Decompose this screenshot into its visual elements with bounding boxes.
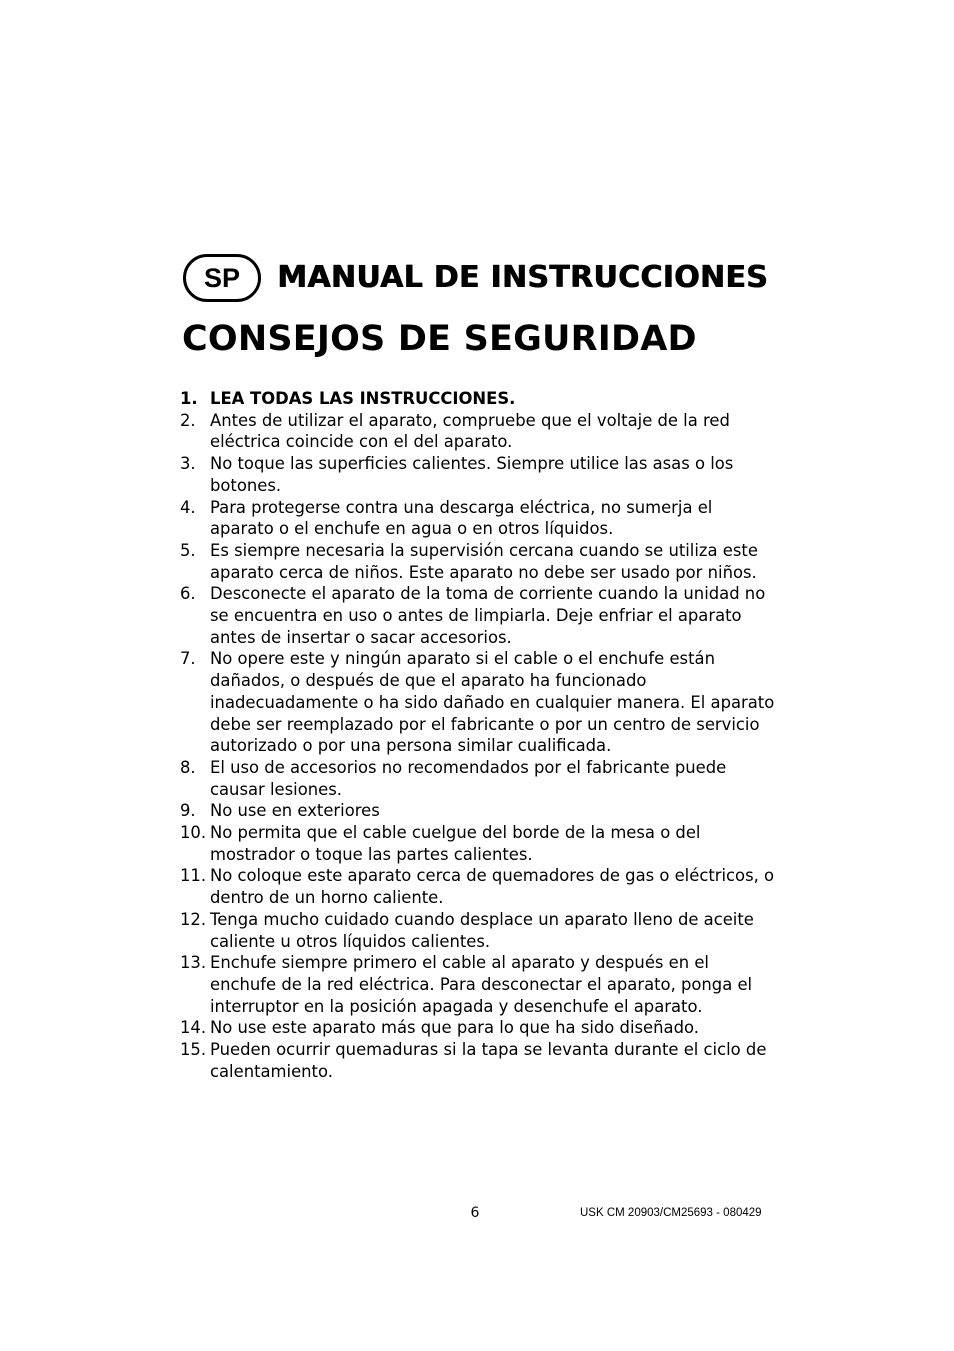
instruction-item: [180, 952, 780, 1017]
instruction-number: 12.: [180, 909, 207, 929]
instruction-number: 11.: [180, 866, 207, 886]
instruction-number: 8.: [180, 757, 196, 777]
instruction-item: [180, 497, 780, 540]
instruction-text: No toque las superficies calientes. Siempre utilice las asas o los botones.: [210, 454, 734, 495]
instruction-item: [180, 453, 780, 496]
instruction-number: 13.: [180, 953, 207, 973]
instruction-item: [180, 388, 780, 410]
instruction-text: Para protegerse contra una descarga eléctrica, no sumerja el aparato o el enchufe en agua o en otros líquidos.: [210, 497, 713, 539]
instruction-number: 4.: [180, 497, 196, 517]
instruction-text: Antes de utilizar el aparato, compruebe que el voltaje de la red eléctrica coincide con el del aparato.: [210, 410, 730, 452]
instruction-item: [180, 909, 780, 952]
instruction-text: No use en exteriores: [210, 801, 380, 821]
instruction-item: [180, 648, 780, 757]
instruction-text: Es siempre necesaria la supervisión cercana cuando se utiliza este aparato cerca de niños. Este aparato no debe ser usado por niños.: [210, 540, 758, 582]
instruction-number: 6.: [180, 584, 196, 604]
instruction-number: 3.: [180, 454, 196, 474]
instruction-item: [180, 540, 780, 583]
instruction-number: 1.: [180, 389, 198, 408]
instruction-number: 5.: [180, 540, 196, 560]
instruction-number: 14.: [180, 1018, 207, 1038]
instruction-text: Enchufe siempre primero el cable al aparato y después en el enchufe de la red eléctrica. Para desconectar el aparato, ponga el interruptor en la posición apagada y desenchufe el aparato.: [210, 953, 753, 1016]
instruction-text: No use este aparato más que para lo que ha sido diseñado.: [210, 1018, 699, 1038]
instruction-text: El uso de accesorios no recomendados por el fabricante puede causar lesiones.: [210, 757, 727, 799]
instruction-item: [180, 865, 780, 908]
instruction-number: 10.: [180, 823, 207, 843]
instruction-number: 15.: [180, 1040, 207, 1060]
instruction-text: LEA TODAS LAS INSTRUCCIONES.: [210, 389, 516, 408]
language-badge: SP: [183, 254, 261, 302]
instruction-item: [180, 822, 780, 865]
instruction-item: [180, 757, 780, 800]
instruction-text: Pueden ocurrir quemaduras si la tapa se levanta durante el ciclo de calentamiento.: [210, 1040, 767, 1081]
instruction-item: [180, 1039, 780, 1082]
instruction-text: Tenga mucho cuidado cuando desplace un aparato lleno de aceite caliente u otros líquidos calientes.: [210, 909, 754, 951]
instruction-text: No opere este y ningún aparato si el cable o el enchufe están dañados, o después de que el aparato ha funcionado inadecuadamente o ha sido dañado en cualquier manera. El aparato debe ser reemplazado por el fabricante o por un centro de servicio autorizado o por una persona similar cualificada.: [210, 649, 775, 756]
instruction-item: [180, 800, 780, 822]
instruction-text: Desconecte el aparato de la toma de corriente cuando la unidad no se encuentra en uso o antes de limpiarla. Deje enfriar el aparato antes de insertar o sacar accesorios.: [210, 584, 766, 647]
safety-instructions-list: [180, 388, 780, 1083]
page-number: 6: [470, 1205, 480, 1221]
instruction-text: No coloque este aparato cerca de quemadores de gas o eléctricos, o dentro de un horno caliente.: [210, 866, 775, 908]
manual-header: [183, 252, 768, 304]
instruction-item: [180, 410, 780, 453]
section-title: CONSEJOS DE SEGURIDAD: [182, 319, 697, 359]
instruction-text: No permita que el cable cuelgue del borde de la mesa o del mostrador o toque las partes calientes.: [210, 823, 701, 864]
instruction-number: 2.: [180, 410, 196, 430]
document-code: USK CM 20903/CM25693 - 080429: [580, 1207, 762, 1219]
manual-title: MANUAL DE INSTRUCCIONES: [277, 260, 768, 295]
instruction-number: 7.: [180, 649, 196, 669]
instruction-item: [180, 583, 780, 648]
instruction-item: [180, 1017, 780, 1039]
instruction-number: 9.: [180, 801, 196, 821]
